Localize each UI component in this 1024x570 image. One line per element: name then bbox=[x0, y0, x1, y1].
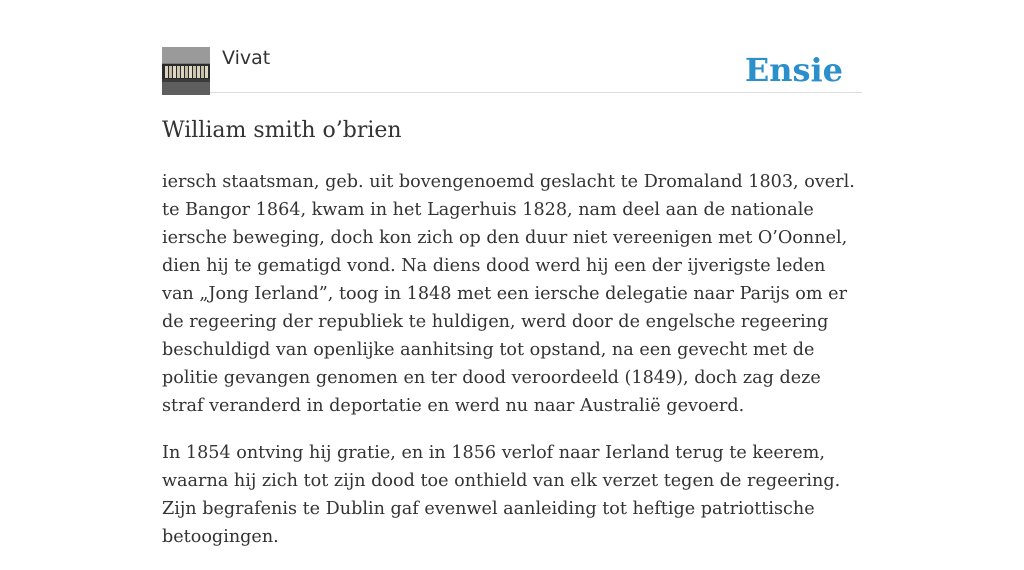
article-title: William smith o’brien bbox=[162, 118, 402, 143]
article-paragraph: iersch staatsman, geb. uit bovengenoemd geslacht te Dromaland 1803, overl. te Bangor 1864, kwam in het Lagerhuis 1828, nam deel aan de nationale iersche beweging, doch kon zich op den duur niet vereenigen met O’Oonnel, dien hij te gematigd vond. Na diens dood werd hij een der ijverigste leden van „Jong Ierland”, toog in 1848 met een iersche delegatie naar Parijs om er de regeering der republiek te huldigen, werd door de engelsche regeering beschuldigd van openlijke aanhitsing tot opstand, na een gevecht met de politie gevangen genomen en ter dood veroordeeld (1849), doch zag deze straf veranderd in deportatie en werd nu naar Australië gevoerd. bbox=[162, 172, 855, 416]
article-paragraph: In 1854 ontving hij gratie, en in 1856 verlof naar Ierland terug te keerem, waarna hij zich tot zijn dood toe onthield van elk verzet tegen de regeering. Zijn begrafenis te Dublin gaf evenwel aanleiding tot heftige patriottische betoogingen. bbox=[162, 443, 841, 547]
article-body bbox=[162, 168, 862, 570]
bookshelf-image-icon bbox=[162, 47, 210, 95]
ensie-logo[interactable]: Ensie bbox=[744, 51, 843, 89]
header bbox=[162, 46, 862, 93]
author-name[interactable]: Vivat bbox=[222, 47, 271, 69]
avatar[interactable] bbox=[162, 47, 210, 95]
